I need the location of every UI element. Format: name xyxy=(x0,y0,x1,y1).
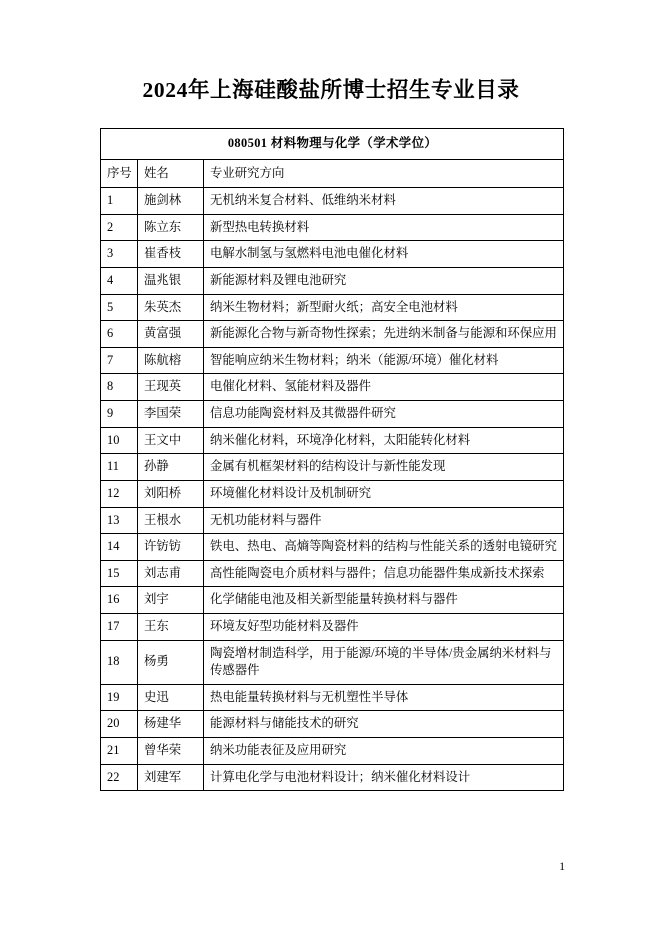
research-direction: 能源材料与储能技术的研究 xyxy=(204,711,564,738)
table-row xyxy=(101,214,564,241)
research-direction: 无机纳米复合材料、低维纳米材料 xyxy=(204,188,564,215)
advisor-name: 刘建军 xyxy=(138,764,204,791)
advisor-name: 杨勇 xyxy=(138,640,204,684)
advisor-name: 王现英 xyxy=(138,374,204,401)
row-number: 8 xyxy=(101,374,138,401)
research-direction: 新型热电转换材料 xyxy=(204,214,564,241)
row-number: 22 xyxy=(101,764,138,791)
row-number: 4 xyxy=(101,268,138,295)
research-direction: 新能源材料及锂电池研究 xyxy=(204,268,564,295)
table-row xyxy=(101,374,564,401)
research-direction: 计算电化学与电池材料设计；纳米催化材料设计 xyxy=(204,764,564,791)
row-number: 2 xyxy=(101,214,138,241)
row-number: 16 xyxy=(101,587,138,614)
table-row xyxy=(101,188,564,215)
research-direction: 电解水制氢与氢燃料电池电催化材料 xyxy=(204,241,564,268)
table-row xyxy=(101,294,564,321)
advisor-name: 杨建华 xyxy=(138,711,204,738)
row-number: 5 xyxy=(101,294,138,321)
row-number: 17 xyxy=(101,613,138,640)
table-row xyxy=(101,587,564,614)
research-direction: 无机功能材料与器件 xyxy=(204,507,564,534)
advisor-name: 施剑林 xyxy=(138,188,204,215)
research-direction: 铁电、热电、高熵等陶瓷材料的结构与性能关系的透射电镜研究 xyxy=(204,534,564,561)
table-row xyxy=(101,507,564,534)
advisor-name: 刘志甫 xyxy=(138,560,204,587)
major-header-cell: 080501 材料物理与化学（学术学位） xyxy=(101,129,564,160)
row-number: 9 xyxy=(101,401,138,428)
row-number: 11 xyxy=(101,454,138,481)
row-number: 13 xyxy=(101,507,138,534)
research-direction: 热电能量转换材料与无机塑性半导体 xyxy=(204,684,564,711)
advisor-name: 曾华荣 xyxy=(138,738,204,765)
advisor-name: 王根水 xyxy=(138,507,204,534)
advisor-name: 王东 xyxy=(138,613,204,640)
research-direction: 环境友好型功能材料及器件 xyxy=(204,613,564,640)
column-header-direction: 专业研究方向 xyxy=(204,159,564,188)
table-row xyxy=(101,347,564,374)
row-number: 6 xyxy=(101,321,138,348)
advisor-name: 陈航榕 xyxy=(138,347,204,374)
catalog-table-container xyxy=(100,128,563,791)
page-number: 1 xyxy=(559,861,565,873)
catalog-table xyxy=(100,128,564,791)
advisor-name: 刘宇 xyxy=(138,587,204,614)
major-header-row xyxy=(101,129,564,160)
table-row xyxy=(101,480,564,507)
research-direction: 智能响应纳米生物材料；纳米（能源/环境）催化材料 xyxy=(204,347,564,374)
advisor-name: 陈立东 xyxy=(138,214,204,241)
advisor-name: 刘阳桥 xyxy=(138,480,204,507)
research-direction: 电催化材料、氢能材料及器件 xyxy=(204,374,564,401)
advisor-name: 温兆银 xyxy=(138,268,204,295)
research-direction: 陶瓷增材制造科学，用于能源/环境的半导体/贵金属纳米材料与传感器件 xyxy=(204,640,564,684)
table-row xyxy=(101,640,564,684)
row-number: 1 xyxy=(101,188,138,215)
row-number: 7 xyxy=(101,347,138,374)
table-row xyxy=(101,454,564,481)
research-direction: 化学储能电池及相关新型能量转换材料与器件 xyxy=(204,587,564,614)
column-header-no: 序号 xyxy=(101,159,138,188)
advisor-name: 黄富强 xyxy=(138,321,204,348)
table-row xyxy=(101,613,564,640)
advisor-name: 崔香枝 xyxy=(138,241,204,268)
page-title: 2024年上海硅酸盐所博士招生专业目录 xyxy=(142,78,520,102)
table-row xyxy=(101,241,564,268)
table-row xyxy=(101,321,564,348)
research-direction: 新能源化合物与新奇物性探索；先进纳米制备与能源和环保应用 xyxy=(204,321,564,348)
row-number: 10 xyxy=(101,427,138,454)
row-number: 20 xyxy=(101,711,138,738)
column-header-name: 姓名 xyxy=(138,159,204,188)
table-row xyxy=(101,684,564,711)
research-direction: 纳米生物材料；新型耐火纸；高安全电池材料 xyxy=(204,294,564,321)
advisor-name: 王文中 xyxy=(138,427,204,454)
table-row xyxy=(101,711,564,738)
row-number: 15 xyxy=(101,560,138,587)
research-direction: 纳米催化材料，环境净化材料，太阳能转化材料 xyxy=(204,427,564,454)
table-row xyxy=(101,401,564,428)
advisor-name: 史迅 xyxy=(138,684,204,711)
advisor-name: 朱英杰 xyxy=(138,294,204,321)
row-number: 18 xyxy=(101,640,138,684)
research-direction: 纳米功能表征及应用研究 xyxy=(204,738,564,765)
table-row xyxy=(101,738,564,765)
table-row xyxy=(101,764,564,791)
research-direction: 环境催化材料设计及机制研究 xyxy=(204,480,564,507)
research-direction: 高性能陶瓷电介质材料与器件；信息功能器件集成新技术探索 xyxy=(204,560,564,587)
advisor-name: 李国荣 xyxy=(138,401,204,428)
row-number: 19 xyxy=(101,684,138,711)
table-row xyxy=(101,268,564,295)
research-direction: 信息功能陶瓷材料及其微器件研究 xyxy=(204,401,564,428)
column-header-row xyxy=(101,159,564,188)
table-row xyxy=(101,560,564,587)
row-number: 21 xyxy=(101,738,138,765)
table-row xyxy=(101,427,564,454)
table-row xyxy=(101,534,564,561)
advisor-name: 孙静 xyxy=(138,454,204,481)
research-direction: 金属有机框架材料的结构设计与新性能发现 xyxy=(204,454,564,481)
row-number: 3 xyxy=(101,241,138,268)
advisor-name: 许钫钫 xyxy=(138,534,204,561)
catalog-table-body xyxy=(101,129,564,791)
row-number: 14 xyxy=(101,534,138,561)
row-number: 12 xyxy=(101,480,138,507)
